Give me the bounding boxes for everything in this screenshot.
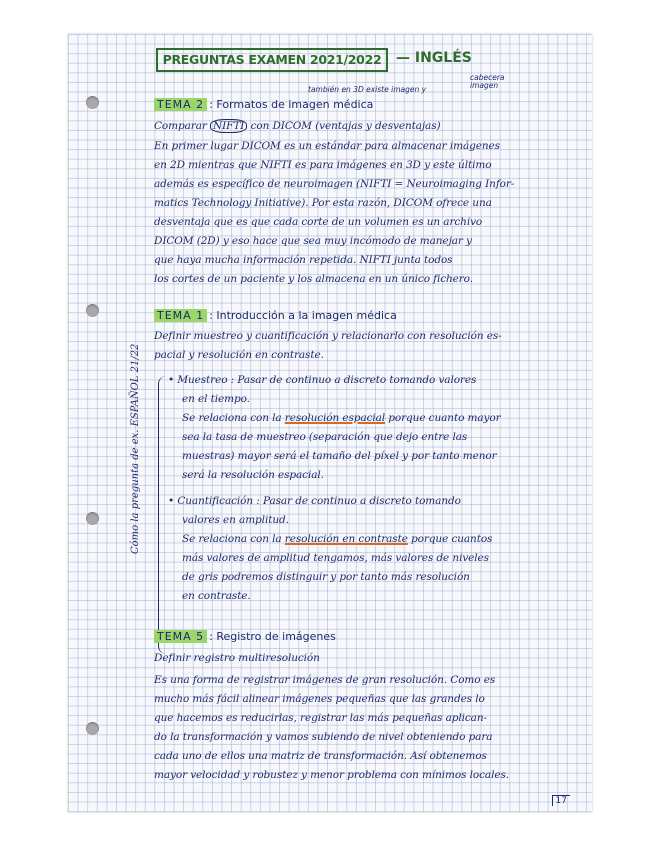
tema2-question [154,120,441,132]
tema5-heading [154,630,336,643]
binder-hole [86,722,99,735]
tema5-line: mayor velocidad y robustez y menor problema con mínimos locales. [154,769,509,781]
tema2-line: los cortes de un paciente y los almacena en un único fichero. [154,273,473,285]
binder-hole [86,512,99,525]
tema1-line: Definir muestreo y cuantificación y relacionarlo con resolución es- [154,330,502,342]
brace-mark [158,376,169,654]
margin-note-top: también en 3D existe imagen y [308,85,427,94]
tema2-line: además es específico de neuroimagen (NIFTI = Neuroimaging Infor- [154,178,515,190]
side-note-vertical: Cómo la pregunta de ex. ESPAÑOL 21/22 [130,343,141,554]
tema1-line: pacial y resolución en contraste. [154,349,324,361]
tema5-line: cada uno de ellos una matriz de transformación. Así obtenemos [154,750,487,762]
muestreo-line: • Muestreo : Pasar de continuo a discreto tomando valores [168,374,477,386]
margin-note-side: cabecera imagen [470,73,505,90]
muestreo-line: sea la tasa de muestreo (separación que dejo entre las [182,431,468,443]
cuantificacion-line: • Cuantificación : Pasar de continuo a discreto tomando [168,495,461,507]
binder-hole [86,96,99,109]
tema2-line: en 2D mientras que NIFTI es para imágenes en 3D y este último [154,159,492,171]
tema5-line: mucho más fácil alinear imágenes pequeñas que las grandes lo [154,693,485,705]
tema2-line: DICOM (2D) y eso hace que sea muy incómodo de manejar y [154,235,472,247]
tema5-line: Es una forma de registrar imágenes de gran resolución. Como es [154,674,496,686]
tema2-title: : Formatos de imagen médica [209,98,374,111]
binder-hole [86,304,99,317]
cuantificacion-line: valores en amplitud. [182,514,289,526]
tema5-line: Definir registro multiresolución [154,652,320,664]
tema2-heading [154,98,373,111]
cuantificacion-line: de gris podremos distinguir y por tanto más resolución [182,571,470,583]
tema1-tag: TEMA 1 [154,309,207,322]
tema2-line: matics Technology Initiative). Por esta razón, DICOM ofrece una [154,197,492,209]
notebook-page [68,34,592,812]
cuantificacion-line [182,533,492,545]
page-title: PREGUNTAS EXAMEN 2021/2022 [156,48,388,72]
tema5-line: do la transformación y vamos subiendo de nivel obteniendo para [154,731,493,743]
muestreo-line: en el tiempo. [182,393,250,405]
tema2-line: desventaja que es que cada corte de un volumen es un archivo [154,216,483,228]
circled-word: NIFTI [210,119,247,133]
muestreo-line: muestras) mayor será el tamaño del píxel y por tanto menor [182,450,497,462]
tema5-line: que hacemos es reducirlas, registrar las más pequeñas aplican- [154,712,487,724]
cuantificacion-line: más valores de amplitud tengamos, más valores de niveles [182,552,489,564]
tema2-line: que haya mucha información repetida. NIFTI junta todos [154,254,453,266]
text-fragment: Se relaciona con la [182,412,285,424]
question-text: con DICOM (ventajas y desventajas) [250,120,441,132]
text-fragment: porque cuanto mayor [385,412,501,424]
question-text: Comparar [154,120,207,132]
underlined-term: resolución en contraste [284,533,408,545]
page-number: 17 [552,795,570,806]
text-fragment: Se relaciona con la [182,533,285,545]
muestreo-line [182,412,501,424]
tema5-tag: TEMA 5 [154,630,207,643]
underlined-term: resolución espacial [284,412,386,424]
title-language: — INGLÉS [396,50,472,66]
tema1-title: : Introducción a la imagen médica [209,309,397,322]
tema1-heading [154,309,397,322]
cuantificacion-line: en contraste. [182,590,251,602]
tema5-title: : Registro de imágenes [209,630,336,643]
tema2-line: En primer lugar DICOM es un estándar para almacenar imágenes [154,140,500,152]
text-fragment: porque cuantos [407,533,493,545]
muestreo-line: será la resolución espacial. [182,469,324,481]
tema2-tag: TEMA 2 [154,98,207,111]
